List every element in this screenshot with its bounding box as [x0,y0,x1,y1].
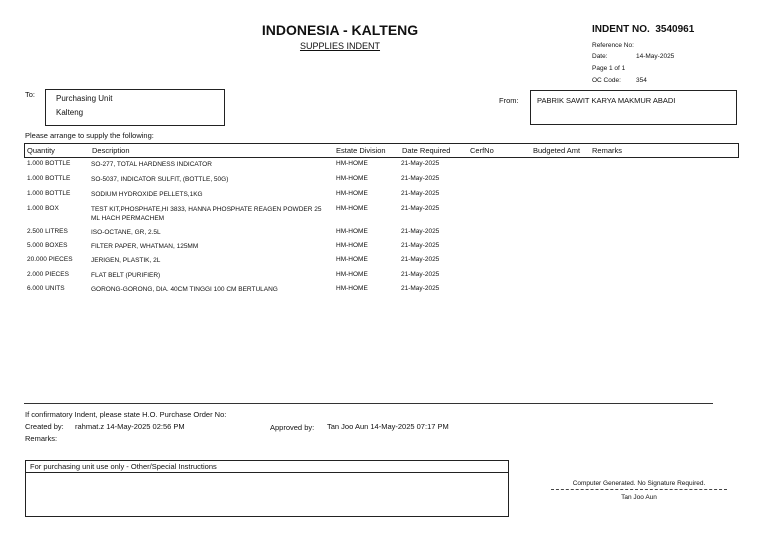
row-description: SO-5037, INDICATOR SULFIT, (BOTTLE, 50G) [91,176,229,183]
indent-no-label: INDENT NO. [592,24,650,35]
reference-label: Reference No: [592,42,634,49]
signature-line [551,489,727,490]
col-quantity: Quantity [27,146,55,155]
row-date: 21-May-2025 [401,256,440,263]
table-row [0,160,768,172]
remarks-label: Remarks: [25,434,58,443]
table-header [24,143,739,158]
from-label: From: [499,96,519,105]
oc-code-value: 354 [636,77,647,84]
row-date: 21-May-2025 [401,190,440,197]
row-date: 21-May-2025 [401,175,440,182]
table-row [0,285,768,297]
to-address-box [45,89,225,126]
row-division: HM-HOME [336,160,368,167]
created-by-value: rahmat.z 14-May-2025 02:56 PM [75,422,185,431]
row-quantity: 1.000 BOTTLE [27,175,71,182]
row-date: 21-May-2025 [401,242,440,249]
date-value: 14-May-2025 [636,53,675,60]
row-division: HM-HOME [336,242,368,249]
col-estate-division: Estate Division [336,146,386,155]
row-division: HM-HOME [336,175,368,182]
purchasing-instructions-label: For purchasing unit use only - Other/Special Instructions [30,462,217,471]
to-line-2: Kalteng [56,108,84,117]
purchasing-instructions-box [25,460,509,517]
document-title: INDONESIA - KALTENG [261,22,419,38]
purchasing-instructions-header [26,461,508,473]
to-label: To: [25,90,36,99]
row-date: 21-May-2025 [401,285,440,292]
col-date-required: Date Required [402,146,451,155]
oc-code-label: OC Code: [592,77,621,84]
row-date: 21-May-2025 [401,228,440,235]
col-cerf-no: CerfNo [470,146,494,155]
table-row [0,256,768,268]
row-quantity: 1.000 BOTTLE [27,190,71,197]
table-row [0,175,768,187]
computer-generated-note: Computer Generated. No Signature Required. [572,480,706,487]
footer-divider [24,403,713,404]
approved-by-label: Approved by: [270,423,315,432]
row-description: JERIGEN, PLASTIK, 2L [91,257,161,264]
row-description: FILTER PAPER, WHATMAN, 125MM [91,243,199,250]
row-description: TEST KIT,PHOSPHATE,HI 3833, HANNA PHOSPHATE REAGEN POWDER 25 ML HACH PERMACHEM [91,206,322,222]
row-quantity: 6.000 UNITS [27,285,65,292]
col-remarks: Remarks [592,146,623,155]
row-date: 21-May-2025 [401,160,440,167]
date-label: Date: [592,53,608,60]
row-division: HM-HOME [336,285,368,292]
row-division: HM-HOME [336,271,368,278]
table-row [0,228,768,240]
row-description: SO-277, TOTAL HARDNESS INDICATOR [91,161,212,168]
created-by-label: Created by: [25,422,64,431]
from-address-box [530,90,737,125]
col-description: Description [92,146,130,155]
from-value: PABRIK SAWIT KARYA MAKMUR ABADI [537,96,676,105]
row-description: FLAT BELT (PURIFIER) [91,272,161,279]
row-division: HM-HOME [336,256,368,263]
signer-name: Tan Joo Aun [621,494,657,501]
page-indicator: Page 1 of 1 [592,65,626,72]
confirmatory-note: If confirmatory Indent, please state H.O. Purchase Order No: [25,410,227,419]
row-quantity: 20.000 PIECES [27,256,73,263]
row-description: SODIUM HYDROXIDE PELLETS,1KG [91,191,203,198]
supply-instruction: Please arrange to supply the following: [25,131,154,140]
row-quantity: 5.000 BOXES [27,242,68,249]
row-quantity: 2.500 LITRES [27,228,68,235]
row-date: 21-May-2025 [401,271,440,278]
row-quantity: 1.000 BOTTLE [27,160,71,167]
approved-by-value: Tan Joo Aun 14-May-2025 07:17 PM [327,422,449,431]
row-division: HM-HOME [336,190,368,197]
row-quantity: 2.000 PIECES [27,271,69,278]
row-description: ISO-OCTANE, GR, 2.5L [91,229,161,236]
row-description: GORONG-GORONG, DIA. 40CM TINGGI 100 CM BERTULANG [91,286,278,293]
table-row [0,190,768,202]
indent-no-value: 3540961 [655,24,695,35]
row-division: HM-HOME [336,205,368,212]
table-row [0,205,768,227]
table-row [0,242,768,254]
row-date: 21-May-2025 [401,205,440,212]
row-quantity: 1.000 BOX [27,205,59,212]
indent-number [592,24,694,35]
row-division: HM-HOME [336,228,368,235]
to-line-1: Purchasing Unit [56,94,113,103]
col-budgeted-amt: Budgeted Amt [533,146,581,155]
document-subtitle: SUPPLIES INDENT [299,41,381,51]
table-row [0,271,768,283]
